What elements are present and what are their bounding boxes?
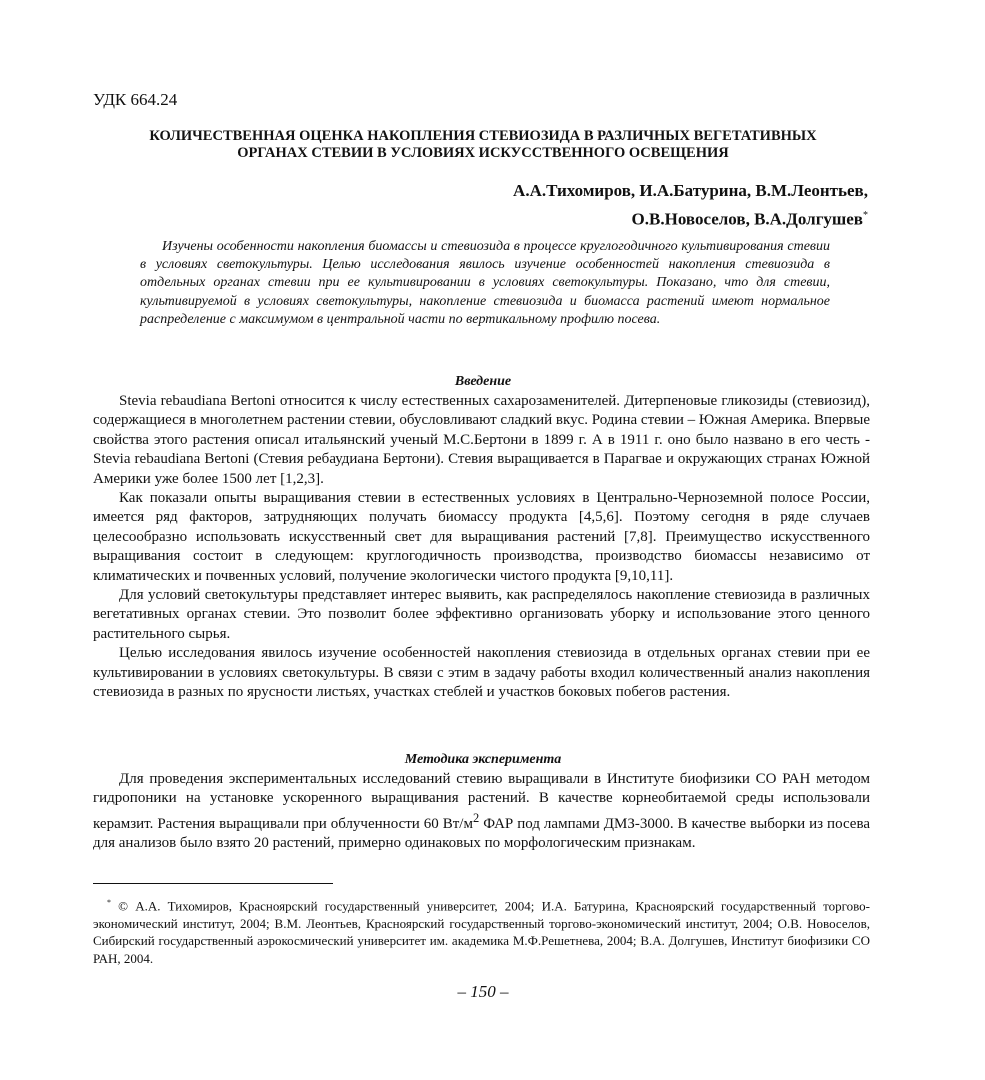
author-footnote-mark: *: [863, 210, 868, 221]
footnote-text: © А.А. Тихомиров, Красноярский государственный университет, 2004; И.А. Батурина, Красноярский государственный торгово-экономический институт, 2004; В.М. Леонтьев, Красноярский государственный торгово-экономический институт, 2004; О.В. Новоселов, Сибирский государственный аэрокосмический университет им. академика М.Ф.Решетнева, 2004; В.А. Долгушев, Институт биофизики СО РАН, 2004.: [93, 898, 870, 966]
udk-code: УДК 664.24: [93, 90, 178, 109]
footnote: [93, 894, 870, 967]
method-paragraph-1: [93, 770, 870, 854]
page-number: – 150 –: [457, 982, 509, 1001]
footnote-mark: *: [107, 898, 111, 907]
intro-paragraph-4: Целью исследования явилось изучение особенностей накопления стевиозида в отдельных органах стевии при ее культивировании в условиях светокультуры. В связи с этим в задачу работы входил количественный анализ накопления стевиозида в разных по ярусности листьях, участках стеблей и участков боковых побегов растения.: [93, 645, 870, 701]
method-heading: Методика эксперимента: [404, 752, 562, 767]
intro-paragraph-2: Как показали опыты выращивания стевии в естественных условиях в Центрально-Черноземной полосе России, имеется ряд факторов, затрудняющих получать биомассу продукта [4,5,6]. Поэтому сегодня в ряде случаев целесообразно использовать искусственный свет для выращивания растений [7,8]. Преимущество искусственного выращивания состоит в следующем: круглогодичность производства, производство биомассы независимо от климатических и почвенных условий, получение экологически чистого продукта [9,10,11].: [93, 490, 870, 584]
intro-paragraph-3: Для условий светокультуры представляет интерес выявить, как распределялось накопление стевиозида в различных вегетативных органах стевии. Это позволит более эффективно организовать уборку и использование этого ценного растительного сырья.: [93, 587, 870, 642]
intro-section: [93, 392, 870, 703]
authors-line-2: [168, 203, 868, 232]
unit-superscript: 2: [472, 810, 480, 825]
abstract: Изучены особенности накопления биомассы и стевиозида в процессе круглогодичного культивирования стевии в условиях светокультуры. Целью исследования явилось изучение особенностей накопления стевиозида в отдельных органах стевии при ее культивировании в условиях светокультуры. Показано, что для стевии, культивируемой в условиях светокультуры, накопление стевиозида и биомасса растений имеют нормальное распределение с максимумом в центральной части по вертикальному профилю посева.: [140, 239, 830, 327]
intro-heading: Введение: [454, 374, 512, 389]
article-title: [93, 128, 873, 162]
authors-line-2-text: О.В.Новоселов, В.А.Долгушев: [631, 209, 863, 229]
intro-paragraph-1: Stevia rebaudiana Bertoni относится к числу естественных сахарозаменителей. Дитерпеновые гликозиды (стевиозид), содержащиеся в многолетнем растении стевии, обусловливают сладкий вкус. Родина стевии – Южная Америка. Впервые свойства этого растения описал итальянский ученый М.С.Бертони в 1899 г. А в 1911 г. оно было названо в его честь - Stevia rebaudiana Bertoni (Стевия ребаудиана Бертони). Стевия выращивается в Парагвае и окружающих странах Южной Америки уже более 1500 лет [1,2,3].: [93, 393, 870, 487]
method-text-after: ФАР под лампами ДМЗ-3000. В качестве выборки из посева для анализов было взято 20 растений, примерно одинаковых по морфологическим признакам.: [93, 815, 870, 852]
title-line-2: ОРГАНАХ СТЕВИИ В УСЛОВИЯХ ИСКУССТВЕННОГО ОСВЕЩЕНИЯ: [237, 145, 729, 161]
authors-line-1: А.А.Тихомиров, И.А.Батурина, В.М.Леонтьев,: [513, 181, 868, 200]
method-section: [93, 770, 870, 854]
footnote-separator: [93, 883, 333, 884]
method-text-before: Для проведения экспериментальных исследований стевию выращивали в Институте биофизики СО РАН методом гидропоники на установке ускоренного выращивания растений. В качестве корнеобитаемой среды использовали керамзит. Растения выращивали при облученности 60 Вт/м: [93, 771, 870, 832]
authors-block: [168, 178, 868, 232]
title-line-1: КОЛИЧЕСТВЕННАЯ ОЦЕНКА НАКОПЛЕНИЯ СТЕВИОЗИДА В РАЗЛИЧНЫХ ВЕГЕТАТИВНЫХ: [149, 128, 817, 144]
